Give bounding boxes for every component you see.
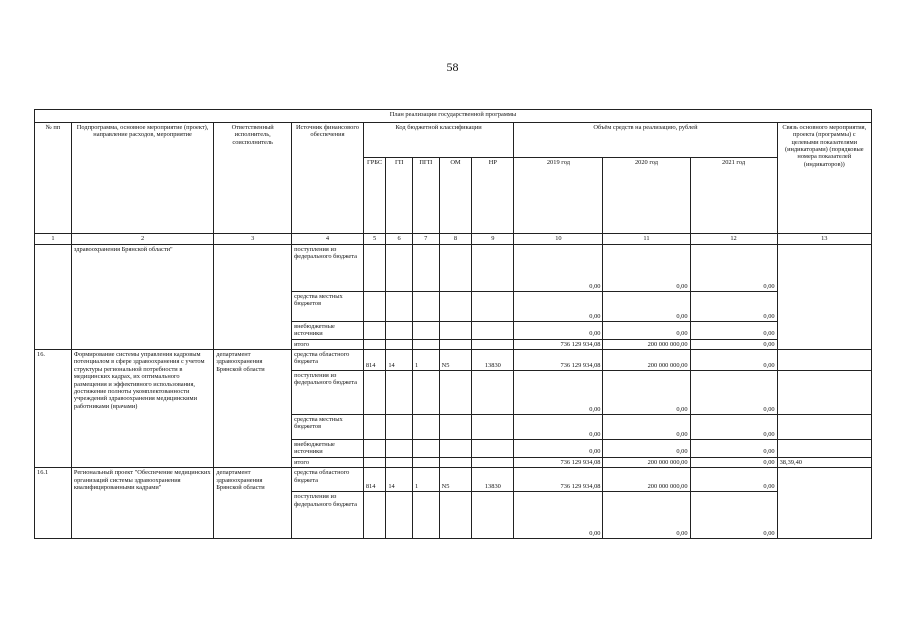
header-budget-code: Код бюджетной классификации [363, 123, 514, 158]
column-number: 4 [292, 234, 364, 245]
header-2020: 2020 год [603, 158, 690, 234]
header-name: Подпрограмма, основное мероприятие (проект), направление расходов, мероприятие [71, 123, 213, 234]
implementation-plan-table [34, 109, 872, 539]
row-link [777, 350, 871, 371]
value-2020: 200 000 000,00 [603, 468, 690, 492]
value-2021: 0,00 [690, 292, 777, 322]
total-2019: 736 129 934,08 [514, 457, 603, 467]
value-2020: 0,00 [603, 245, 690, 292]
header-gp: ГП [386, 158, 413, 234]
code-grbs: 814 [363, 350, 386, 371]
header-2019: 2019 год [514, 158, 603, 234]
total-2020: 200 000 000,00 [603, 339, 690, 349]
row-source: поступления из федерального бюджета [292, 492, 364, 539]
value-2019: 0,00 [514, 492, 603, 539]
total-2019: 736 129 934,08 [514, 339, 603, 349]
table-title: План реализации государственной программы [35, 110, 872, 123]
column-number: 9 [472, 234, 514, 245]
value-2021: 0,00 [690, 322, 777, 340]
total-2020: 200 000 000,00 [603, 457, 690, 467]
code-om: N5 [439, 350, 472, 371]
code-pgp: 1 [412, 350, 439, 371]
value-2019: 0,00 [514, 322, 603, 340]
code-om: N5 [439, 468, 472, 492]
value-2019: 0,00 [514, 371, 603, 415]
value-2019: 736 129 934,08 [514, 350, 603, 371]
page-number: 58 [446, 60, 459, 74]
total-2021: 0,00 [690, 339, 777, 349]
row-num: 16.1 [35, 468, 72, 539]
value-2019: 0,00 [514, 440, 603, 458]
header-executor: Ответственный исполнитель, соисполнитель [214, 123, 292, 234]
column-number: 2 [71, 234, 213, 245]
row-executor [214, 245, 292, 350]
row-num [35, 245, 72, 350]
row-source: поступления из федерального бюджета [292, 245, 364, 292]
value-2020: 0,00 [603, 440, 690, 458]
row-source: средства местных бюджетов [292, 415, 364, 440]
row-source: поступления из федерального бюджета [292, 371, 364, 415]
column-number: 13 [777, 234, 871, 245]
column-number: 12 [690, 234, 777, 245]
row-link [777, 468, 871, 539]
header-om: ОМ [439, 158, 472, 234]
column-number: 1 [35, 234, 72, 245]
row-source: средства местных бюджетов [292, 292, 364, 322]
table-row [35, 245, 872, 292]
row-source: внебюджетные источники [292, 440, 364, 458]
header-2021: 2021 год [690, 158, 777, 234]
column-number: 10 [514, 234, 603, 245]
column-number: 3 [214, 234, 292, 245]
code-pgp: 1 [412, 468, 439, 492]
value-2021: 0,00 [690, 350, 777, 371]
row-num: 16. [35, 350, 72, 468]
column-number: 7 [412, 234, 439, 245]
table-row [35, 468, 872, 492]
row-source: средства областного бюджета [292, 350, 364, 371]
value-2021: 0,00 [690, 440, 777, 458]
row-source: итого [292, 457, 364, 467]
header-num: № пп [35, 123, 72, 234]
header-volume: Объём средств на реализацию, рублей [514, 123, 777, 158]
row-name: Региональный проект "Обеспечение медицинских организаций системы здравоохранения квалифицированными кадрами" [71, 468, 213, 539]
header-nr: НР [472, 158, 514, 234]
value-2019: 0,00 [514, 415, 603, 440]
column-numbers-row [35, 234, 872, 245]
code-gp: 14 [386, 350, 413, 371]
row-source: итого [292, 339, 364, 349]
column-number: 5 [363, 234, 386, 245]
code-nr: 13830 [472, 468, 514, 492]
row-executor: департамент здравоохранения Брянской области [214, 350, 292, 468]
code-grbs: 814 [363, 468, 386, 492]
row-source: средства областного бюджета [292, 468, 364, 492]
value-2021: 0,00 [690, 468, 777, 492]
row-executor: департамент здравоохранения Брянской области [214, 468, 292, 539]
total-2021: 0,00 [690, 457, 777, 467]
row-link [777, 245, 871, 350]
value-2021: 0,00 [690, 371, 777, 415]
row-link: 38,39,40 [777, 457, 871, 467]
value-2021: 0,00 [690, 245, 777, 292]
code-gp: 14 [386, 468, 413, 492]
value-2019: 0,00 [514, 292, 603, 322]
header-link: Связь основного мероприятия, проекта (программы) с целевыми показателями (индикаторами) (порядковые номера показателей (индикаторов)) [777, 123, 871, 234]
row-name: здравоохранения Брянской области" [71, 245, 213, 350]
value-2020: 0,00 [603, 371, 690, 415]
value-2019: 0,00 [514, 245, 603, 292]
value-2020: 0,00 [603, 492, 690, 539]
code-nr: 13830 [472, 350, 514, 371]
row-source: внебюджетные источники [292, 322, 364, 340]
value-2020: 0,00 [603, 415, 690, 440]
header-source: Источник финансового обеспечения [292, 123, 364, 234]
header-pgp: ПГП [412, 158, 439, 234]
value-2021: 0,00 [690, 415, 777, 440]
column-number: 6 [386, 234, 413, 245]
column-number: 11 [603, 234, 690, 245]
header-grbs: ГРБС [363, 158, 386, 234]
value-2019: 736 129 934,08 [514, 468, 603, 492]
column-number: 8 [439, 234, 472, 245]
value-2020: 0,00 [603, 322, 690, 340]
value-2020: 200 000 000,00 [603, 350, 690, 371]
value-2021: 0,00 [690, 492, 777, 539]
table-row [35, 350, 872, 371]
value-2020: 0,00 [603, 292, 690, 322]
row-name: Формирование системы управления кадровым потенциалом в сфере здравоохранения с учетом структуры региональной потребности в медицинских кадрах, их оптимального размещения и эффективного использования, достижение полноты укомплектованности учреждений здравоохранения медицинскими работниками (врачами) [71, 350, 213, 468]
